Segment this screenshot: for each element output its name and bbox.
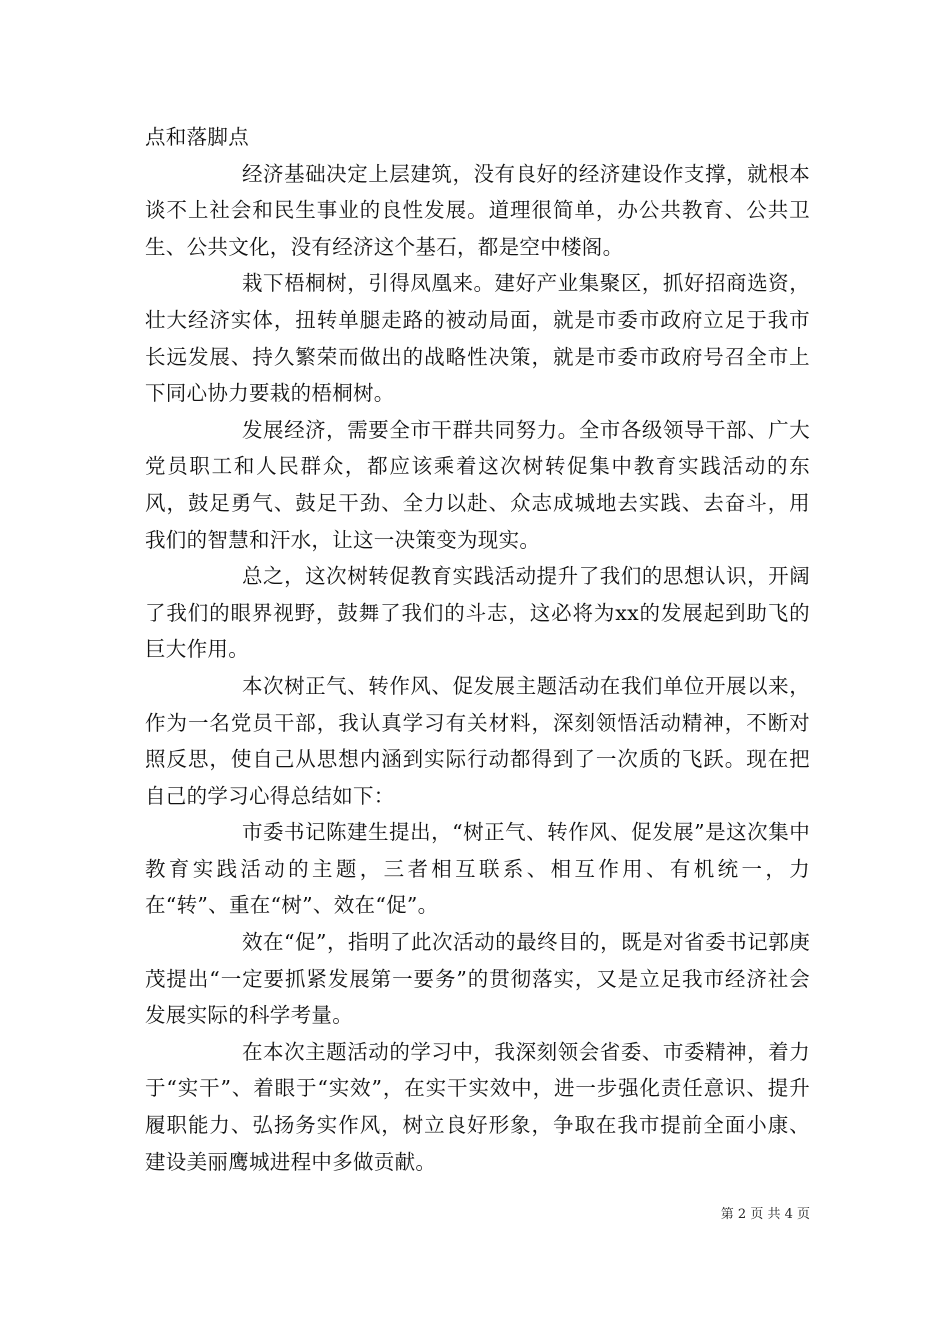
page-number-footer: 第 2 页 共 4 页 <box>720 1207 810 1222</box>
paragraph: 效在“促”，指明了此次活动的最终目的，既是对省委书记郭庚茂提出“一定要抓紧发展第一要务”的贯彻落实，又是立足我市经济社会发展实际的科学考量。 <box>145 930 810 1028</box>
paragraph: 在本次主题活动的学习中，我深刻领会省委、市委精神，着力于“实干”、着眼于“实效”，在实干实效中，进一步强化责任意识、提升履职能力、弘扬务实作风，树立良好形象，争取在我市提前全面小康、建设美丽鹰城进程中多做贡献。 <box>145 1039 810 1174</box>
paragraph: 经济基础决定上层建筑，没有良好的经济建设作支撑，就根本谈不上社会和民生事业的良性发展。道理很简单，办公共教育、公共卫生、公共文化，没有经济这个基石，都是空中楼阁。 <box>145 161 810 259</box>
document-body <box>145 119 810 1180</box>
paragraph: 总之，这次树转促教育实践活动提升了我们的思想认识，开阔了我们的眼界视野，鼓舞了我们的斗志，这必将为xx的发展起到助飞的巨大作用。 <box>145 564 810 662</box>
paragraph: 本次树正气、转作风、促发展主题活动在我们单位开展以来，作为一名党员干部，我认真学习有关材料，深刻领悟活动精神，不断对照反思，使自己从思想内涵到实际行动都得到了一次质的飞跃。现在把自己的学习心得总结如下： <box>145 673 810 808</box>
paragraph: 点和落脚点 <box>145 125 249 149</box>
paragraph: 市委书记陈建生提出，“树正气、转作风、促发展”是这次集中教育实践活动的主题，三者相互联系、相互作用、有机统一，力在“转”、重在“树”、效在“促”。 <box>145 820 810 918</box>
paragraph: 栽下梧桐树，引得凤凰来。建好产业集聚区，抓好招商选资，壮大经济实体，扭转单腿走路的被动局面，就是市委市政府立足于我市长远发展、持久繁荣而做出的战略性决策，就是市委市政府号召全市上下同心协力要栽的梧桐树。 <box>145 271 810 406</box>
paragraph: 发展经济，需要全市干群共同努力。全市各级领导干部、广大党员职工和人民群众，都应该乘着这次树转促集中教育实践活动的东风，鼓足勇气、鼓足干劲、全力以赴、众志成城地去实践、去奋斗，用我们的智慧和汗水，让这一决策变为现实。 <box>145 417 810 552</box>
